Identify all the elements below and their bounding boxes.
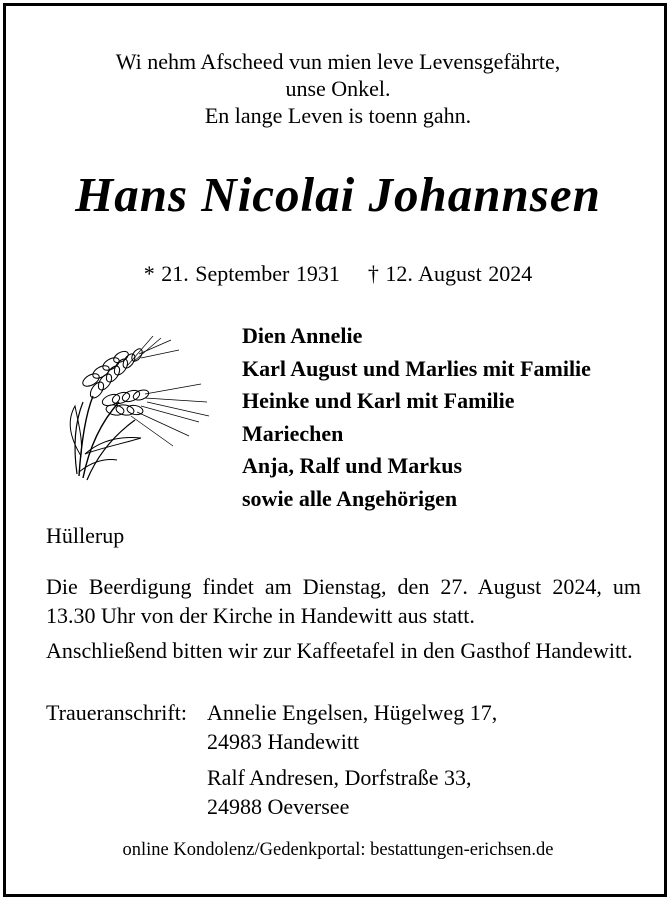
deceased-name: Hans Nicolai Johannsen — [75, 167, 601, 222]
intro-line: unse Onkel. — [285, 76, 391, 101]
address-line: 24983 Handewitt — [207, 729, 360, 754]
obituary-border — [3, 3, 667, 897]
family-member: Karl August und Marlies mit Familie — [242, 355, 591, 381]
family-member: Mariechen — [242, 420, 344, 446]
address-line: Annelie Engelsen, Hügelweg 17, — [207, 700, 498, 725]
funeral-info: Die Beerdigung findet am Dienstag, den 27. August 2024, um 13.30 Uhr von der Kirche in Handewitt aus statt. — [46, 574, 641, 628]
address-line: Ralf Andresen, Dorfstraße 33, — [207, 765, 472, 790]
birth-date: * 21. September 1931 — [143, 261, 340, 286]
place-name: Hüllerup — [46, 523, 125, 548]
family-member: Dien Annelie — [242, 323, 363, 348]
address-label: Traueranschrift: — [46, 700, 187, 725]
family-member: sowie alle Angehörigen — [242, 485, 458, 511]
intro-line: En lange Leven is toenn gahn. — [204, 103, 472, 128]
address-line: 24988 Oeversee — [207, 794, 350, 819]
life-dates — [6, 260, 670, 288]
intro-text — [6, 48, 670, 129]
condolence-portal-link[interactable]: online Kondolenz/Gedenkportal: bestattungen-erichsen.de — [122, 840, 554, 860]
family-member: Heinke und Karl mit Familie — [242, 388, 515, 413]
family-list — [242, 320, 591, 515]
wheat-ears-illustration — [61, 336, 211, 486]
death-date: † 12. August 2024 — [367, 261, 533, 286]
intro-line: Wi nehm Afscheed vun mien leve Levensgefährte, — [115, 49, 561, 74]
family-member: Anja, Ralf und Markus — [242, 453, 463, 478]
reception-info: Anschließend bitten wir zur Kaffeetafel in den Gasthof Handewitt. — [46, 638, 633, 663]
